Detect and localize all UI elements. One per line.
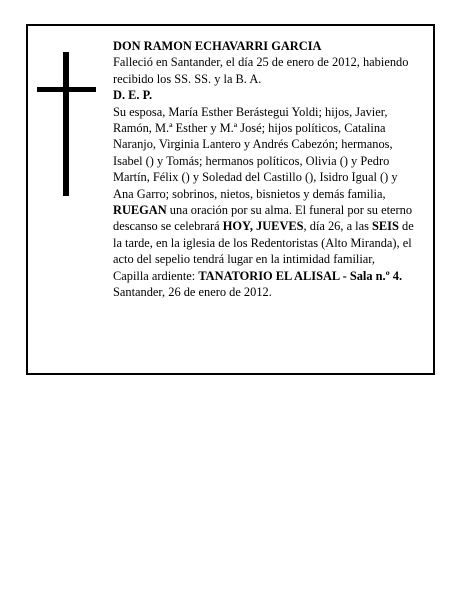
cross-icon-bar xyxy=(37,87,96,92)
chapel-place: TANATORIO EL ALISAL - Sala n.º 4 xyxy=(198,268,400,283)
chapel-end: . xyxy=(399,268,403,283)
deceased-name: DON RAMON ECHAVARRI GARCIA xyxy=(113,39,322,53)
family-list: Su esposa, María Esther Berástegui Yoldi; hijos, Javier, Ramón, M.ª Esther y M.ª José; hijos políticos, Catalina Naranjo, Virginia Lantero y Andrés Cabezón; hermanos, Isabel () y Tomás; hermanos políticos, Olivia () y Pedro Martín, Félix () y Soledad del Castillo (), Isidro Igual () y Ana Garro; sobrinos, nietos, bisnietos y demás familia, xyxy=(113,104,398,201)
funeral-text-2: , día 26, a las xyxy=(303,219,373,234)
funeral-separator: , xyxy=(249,219,257,234)
funeral-text-1: una oración por su alma. El funeral por su eterno descanso se celebrará xyxy=(113,203,413,234)
funeral-info xyxy=(113,202,415,268)
chapel-label: Capilla ardiente: xyxy=(113,268,199,283)
funeral-text-3: de la tarde, en la iglesia de los Redentoristas (Alto Miranda), el acto del sepelio tendrá lugar en la intimidad familiar, xyxy=(113,219,414,267)
obituary-text xyxy=(113,38,415,301)
ruegan-word: RUEGAN xyxy=(113,203,167,218)
death-info: Falleció en Santander, el día 25 de enero de 2012, habiendo recibido los SS. SS. y la B. A. xyxy=(113,55,409,86)
chapel-info xyxy=(113,268,415,284)
hoy-word: HOY xyxy=(222,219,250,234)
seis-word: SEIS xyxy=(372,219,399,234)
place-date: Santander, 26 de enero de 2012. xyxy=(113,285,272,300)
jueves-word: JUEVES xyxy=(256,219,304,234)
cross-icon xyxy=(63,52,69,196)
dep-line: D. E. P. xyxy=(113,88,153,103)
